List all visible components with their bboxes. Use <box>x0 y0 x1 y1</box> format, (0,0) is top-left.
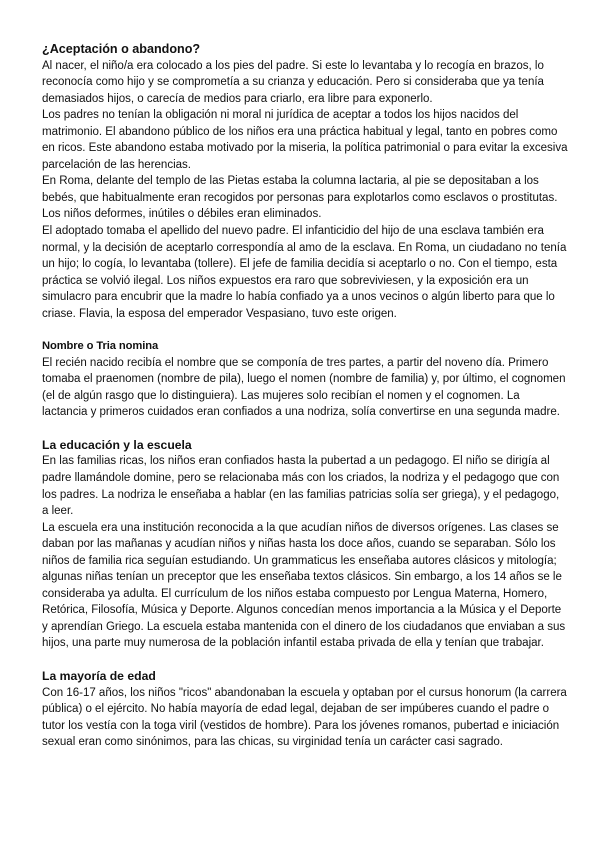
section-heading: Nombre o Tria nomina <box>42 340 159 353</box>
section-educacion <box>42 437 568 652</box>
paragraph: El adoptado tomaba el apellido del nuevo padre. El infanticidio del hijo de una esclava también era normal, y la decisión de aceptarlo correspondía al amo de la esclava. En Roma, un ciudadano no tenía un hijo; lo cogía, lo levantaba (tollere). El jefe de familia decidía si aceptarlo o no. Con el tiempo, esta práctica se volvió ilegal. Los niños expuestos era raro que sobreviviesen, y la exposición era un simulacro para encubrir que la madre lo había confiado ya a unos vecinos o algún liberto para que lo criase. Flavia, la esposa del emperador Vespasiano, tuvo este origen. <box>42 224 567 320</box>
paragraph: Con 16-17 años, los niños "ricos" abandonaban la escuela y optaban por el cursus honorum (la carrera pública) o el ejército. No había mayoría de edad legal, dejaban de ser impúberes cuando el padre o tutor los vestía con la toga viril (vestidos de hombre). Para los jóvenes romanos, pubertad e iniciación sexual eran como sinónimos, para las chicas, su virginidad tenía un carácter casi sagrado. <box>42 686 567 749</box>
section-aceptacion <box>42 41 568 322</box>
paragraph: Los padres no tenían la obligación ni moral ni jurídica de aceptar a todos los hijos nacidos del matrimonio. El abandono público de los niños era una práctica habitual y legal, tanto en pobres como en ricos. Este abandono estaba motivado por la miseria, la política patrimonial o para evitar la excesiva parcelación de las herencias. <box>42 109 568 171</box>
section-heading: La mayoría de edad <box>42 669 156 683</box>
paragraph: Al nacer, el niño/a era colocado a los pies del padre. Si este lo levantaba y lo recogía en brazos, lo reconocía como hijo y se comprometía a su crianza y educación. Pero si consideraba que ya tenía demasiados hijos, o carecía de medios para criarlo, era libre para exponerlo. <box>42 59 544 105</box>
paragraph: La escuela era una institución reconocida a la que acudían niños de diversos orígenes. Las clases se daban por las mañanas y acudían niños y niñas hasta los doce años, cuando se separaban. Sólo los niños de familia rica seguían estudiando. Un grammaticus les enseñaba autores clásicos y mitología; algunas niñas tenían un preceptor que les enseñaba textos clásicos. Sin embargo, a los 14 años se le consideraba ya adulta. El currículum de los niños estaba compuesto por Lengua Materna, Homero, Retórica, Filosofía, Música y Deporte. Algunos concedían menos importancia a la Música y el Deporte y aprendían Griego. La escuela estaba mantenida con el dinero de los ciudadanos que enviaban a sus hijos, una parte muy numerosa de la población infantil estaba privada de ella y tenían que trabajar. <box>42 521 566 650</box>
document-page <box>42 41 568 751</box>
paragraph: El recién nacido recibía el nombre que se componía de tres partes, a partir del noveno día. Primero tomaba el praenomen (nombre de pila), luego el nomen (nombre de familia) y, por último, el cognomen (el de algún rasgo que lo distinguiera). Las mujeres solo recibían el nomen y el cognomen. La lactancia y primeros cuidados eran confiados a una nodriza, solía convertirse en una segunda madre. <box>42 356 566 419</box>
paragraph: En Roma, delante del templo de las Pietas estaba la columna lactaria, al pie se depositaban a los bebés, que habitualmente eran recogidos por personas para explotarlos como esclavos o prostitutas. Los niños deformes, inútiles o débiles eran eliminados. <box>42 175 558 221</box>
section-heading: ¿Aceptación o abandono? <box>42 42 201 56</box>
paragraph: En las familias ricas, los niños eran confiados hasta la pubertad a un pedagogo. El niño se dirigía al padre llamándole domine, pero se relacionaba más con los criados, la nodriza y el pedagogo que con los padres. La nodriza le enseñaba a hablar (en las familias patricias solía ser griega), y el pedagogo, a leer. <box>42 455 560 518</box>
section-nombre <box>42 338 568 421</box>
section-heading: La educación y la escuela <box>42 437 192 452</box>
section-mayoria-edad <box>42 668 568 751</box>
